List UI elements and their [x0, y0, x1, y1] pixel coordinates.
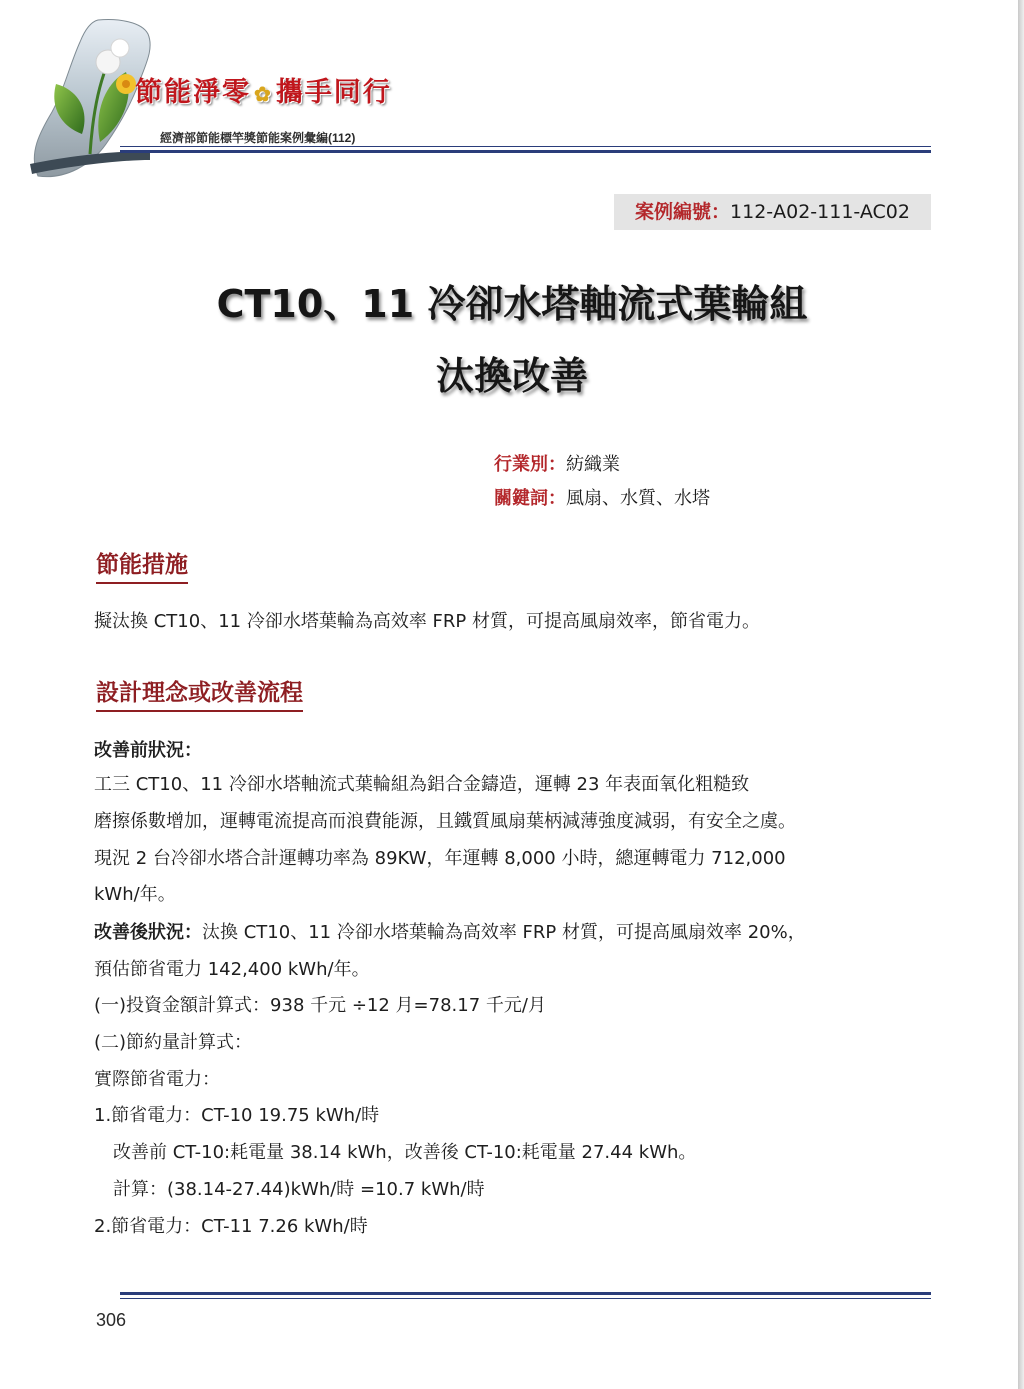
after-text: 汰換 CT10、11 冷卻水塔葉輪為高效率 FRP 材質，可提高風扇效率 20%，: [202, 922, 806, 943]
footer-rule-thin: [120, 1298, 931, 1299]
page-number: 306: [96, 1310, 127, 1330]
slogan-left: 節能淨零: [135, 77, 251, 108]
industry-row: [494, 450, 620, 476]
calc-line: 實際節省電力：: [94, 1069, 220, 1090]
before-line: 磨擦係數增加，運轉電流提高而浪費能源，且鐵質風扇葉柄減薄強度減弱，有安全之虞。: [94, 811, 796, 832]
after-cont: 預估節省電力 142,400 kWh/年。: [94, 959, 370, 980]
title-line-2: 汰換改善: [435, 354, 588, 398]
flower-dot-icon: ✿: [254, 82, 273, 106]
after-row: [94, 918, 806, 944]
before-line: 工三 CT10、11 冷卻水塔軸流式葉輪組為鋁合金鑄造，運轉 23 年表面氧化粗糙致: [94, 774, 750, 795]
slogan-right: 攜手同行: [275, 77, 392, 108]
footer-rule-thick: [120, 1292, 931, 1295]
industry-label: 行業別：: [494, 454, 566, 475]
keywords-row: [494, 484, 710, 510]
header-slogan: [135, 70, 392, 109]
page-title: [0, 268, 1024, 412]
section-heading-design: 設計理念或改善流程: [96, 674, 303, 712]
before-label: 改善前狀況：: [94, 740, 202, 761]
keywords-value: 風扇、水質、水塔: [566, 488, 710, 509]
calc-line: (一)投資金額計算式：938 千元 ÷12 月=78.17 千元/月: [94, 995, 546, 1016]
header-rule-thick: [120, 150, 931, 153]
industry-value: 紡織業: [566, 454, 620, 475]
page-edge-shadow: [1018, 0, 1024, 1389]
title-line-1: CT10、11 冷卻水塔軸流式葉輪組: [216, 282, 808, 326]
calc-indent-line: 計算：(38.14-27.44)kWh/時 =10.7 kWh/時: [113, 1179, 485, 1200]
measures-text: 擬汰換 CT10、11 冷卻水塔葉輪為高效率 FRP 材質，可提高風扇效率，節省電力。: [94, 611, 760, 632]
collection-title: 經濟部節能標竿獎節能案例彙編(112): [160, 131, 356, 145]
case-number-label: 案例編號：: [635, 201, 731, 223]
header-rule-thin: [120, 146, 931, 147]
case-number-box: [614, 194, 931, 230]
calc-indent-line: 改善前 CT-10:耗電量 38.14 kWh，改善後 CT-10:耗電量 27.44 kWh。: [113, 1142, 697, 1163]
before-line: kWh/年。: [94, 884, 176, 905]
before-line: 現況 2 台冷卻水塔合計運轉功率為 89KW，年運轉 8,000 小時，總運轉電力 712,000: [94, 848, 786, 869]
calc-line: 1.節省電力：CT-10 19.75 kWh/時: [94, 1105, 380, 1126]
after-label: 改善後狀況：: [94, 922, 202, 943]
calc-line: 2.節省電力：CT-11 7.26 kWh/時: [94, 1216, 368, 1237]
case-number-value: 112-A02-111-AC02: [730, 201, 910, 223]
calc-line: (二)節約量計算式：: [94, 1032, 253, 1053]
keywords-label: 關鍵詞：: [494, 488, 566, 509]
section-heading-measures: 節能措施: [96, 546, 188, 584]
